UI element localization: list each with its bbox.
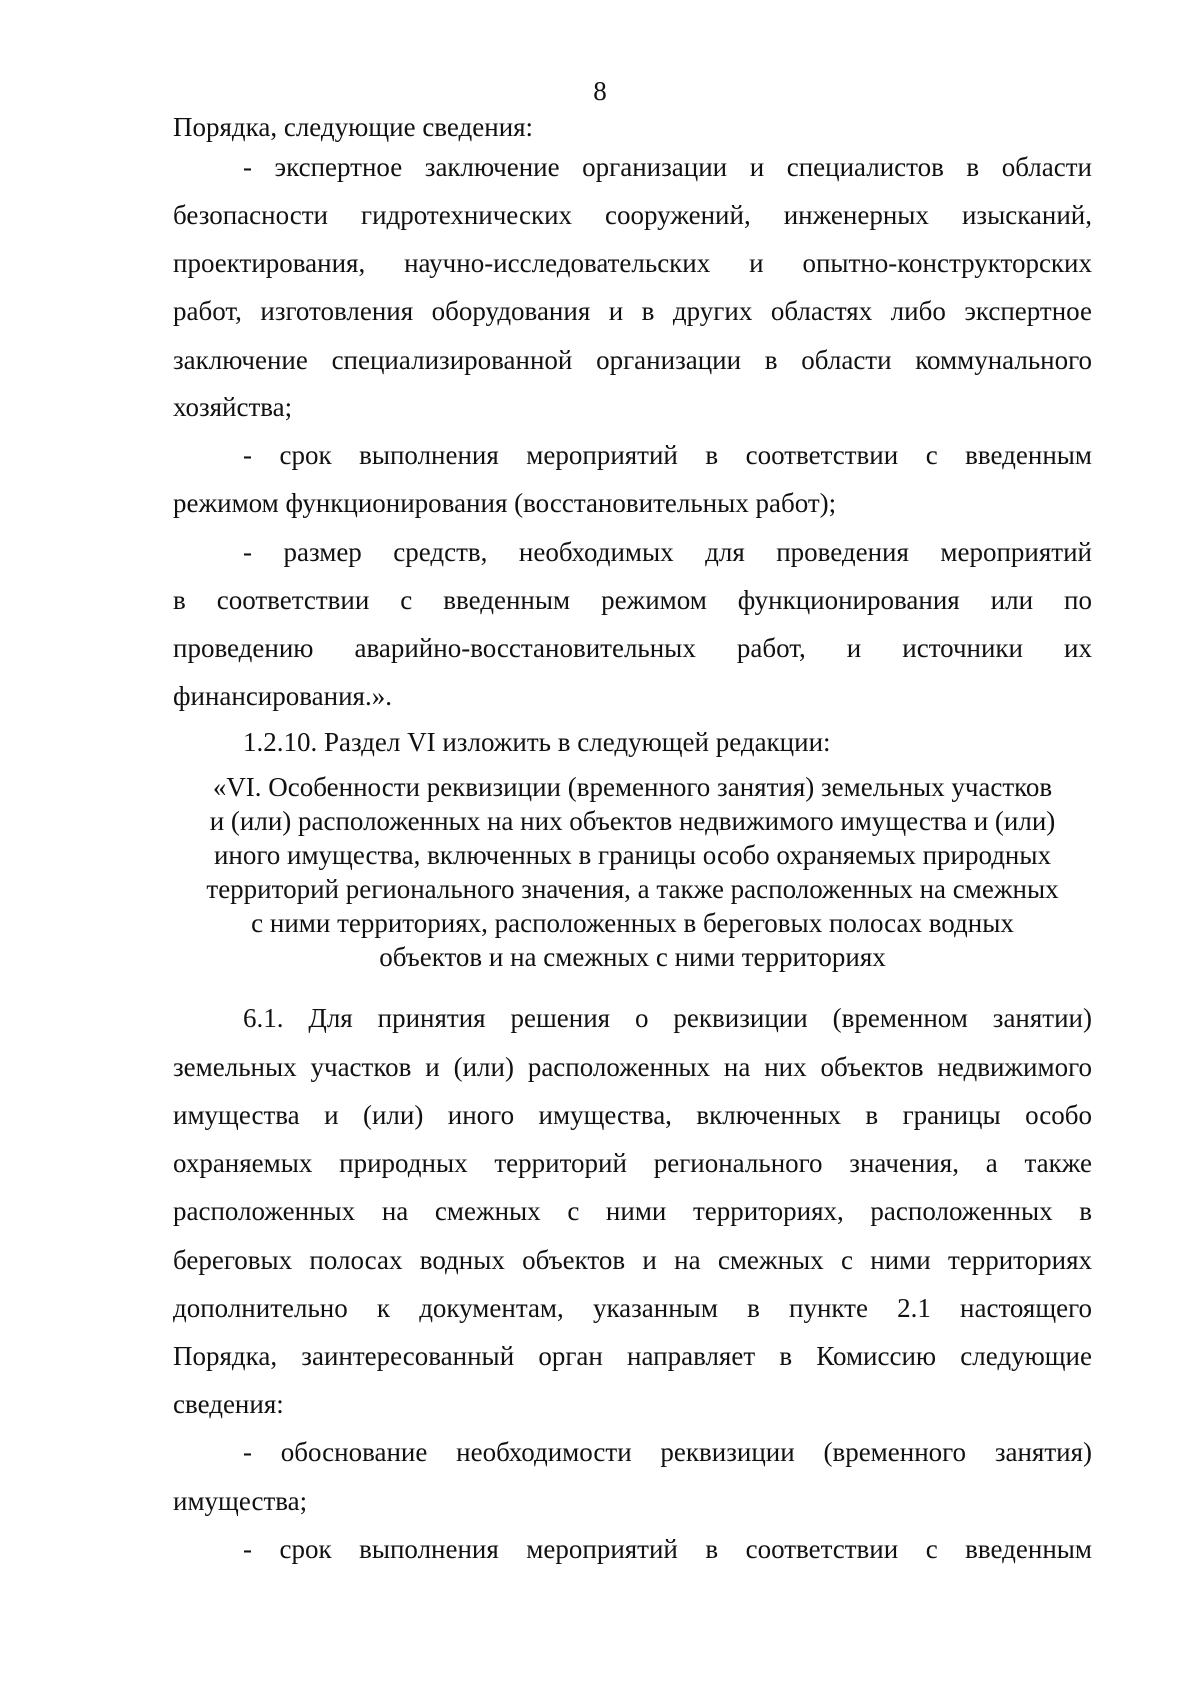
item1-line-5: заключение специализированной организации в области коммунального bbox=[173, 345, 1092, 375]
section-heading-line-1: «VI. Особенности реквизиции (временного занятия) земельных участков bbox=[212, 772, 1053, 802]
clause-heading: 1.2.10. Раздел VI изложить в следующей редакции: bbox=[243, 727, 831, 757]
section-heading-line-4: территорий регионального значения, а также расположенных на смежных bbox=[206, 874, 1059, 904]
item1-line-1: - экспертное заключение организации и специалистов в области bbox=[243, 152, 1092, 182]
para61-line-2: земельных участков и (или) расположенных на них объектов недвижимого bbox=[173, 1052, 1092, 1082]
page-number: 8 bbox=[593, 76, 607, 106]
item1-line-6: хозяйства; bbox=[173, 392, 293, 422]
item1-line-4: работ, изготовления оборудования и в других областях либо экспертное bbox=[173, 296, 1092, 326]
item2-line-1: - срок выполнения мероприятий в соответствии с введенным bbox=[243, 440, 1092, 470]
item5-line-1: - срок выполнения мероприятий в соответствии с введенным bbox=[243, 1534, 1092, 1564]
intro-line: Порядка, следующие сведения: bbox=[173, 112, 534, 142]
section-heading-line-6: объектов и на смежных с ними территориях bbox=[379, 942, 886, 972]
para61-line-5: расположенных на смежных с ними территориях, расположенных в bbox=[173, 1196, 1092, 1226]
item1-line-2: безопасности гидротехнических сооружений, инженерных изысканий, bbox=[173, 200, 1092, 230]
item2-line-2: режимом функционирования (восстановительных работ); bbox=[173, 488, 837, 518]
item3-line-1: - размер средств, необходимых для проведения мероприятий bbox=[243, 537, 1092, 567]
item3-line-2: в соответствии с введенным режимом функционирования или по bbox=[173, 585, 1092, 615]
item3-line-3: проведению аварийно-восстановительных работ, и источники их bbox=[173, 633, 1092, 663]
item4-line-1: - обоснование необходимости реквизиции (временного занятия) bbox=[243, 1437, 1092, 1467]
item1-line-3: проектирования, научно-исследовательских и опытно-конструкторских bbox=[173, 248, 1092, 278]
para61-line-7: дополнительно к документам, указанным в пункте 2.1 настоящего bbox=[173, 1293, 1092, 1323]
section-heading-line-3: иного имущества, включенных в границы особо охраняемых природных bbox=[213, 840, 1052, 870]
para61-line-3: имущества и (или) иного имущества, включенных в границы особо bbox=[173, 1100, 1092, 1130]
item3-line-4: финансирования.». bbox=[173, 681, 392, 711]
section-heading-line-5: с ними территориях, расположенных в береговых полосах водных bbox=[251, 908, 1014, 938]
item4-line-2: имущества; bbox=[173, 1486, 308, 1516]
para61-line-6: береговых полосах водных объектов и на смежных с ними территориях bbox=[173, 1245, 1092, 1275]
para61-line-9: сведения: bbox=[173, 1389, 284, 1419]
para61-line-8: Порядка, заинтересованный орган направляет в Комиссию следующие bbox=[173, 1341, 1092, 1371]
section-heading-line-2: и (или) расположенных на них объектов недвижимого имущества и (или) bbox=[209, 806, 1056, 836]
para61-line-4: охраняемых природных территорий регионального значения, а также bbox=[173, 1148, 1092, 1178]
para61-line-1: 6.1. Для принятия решения о реквизиции (временном занятии) bbox=[243, 1003, 1092, 1033]
